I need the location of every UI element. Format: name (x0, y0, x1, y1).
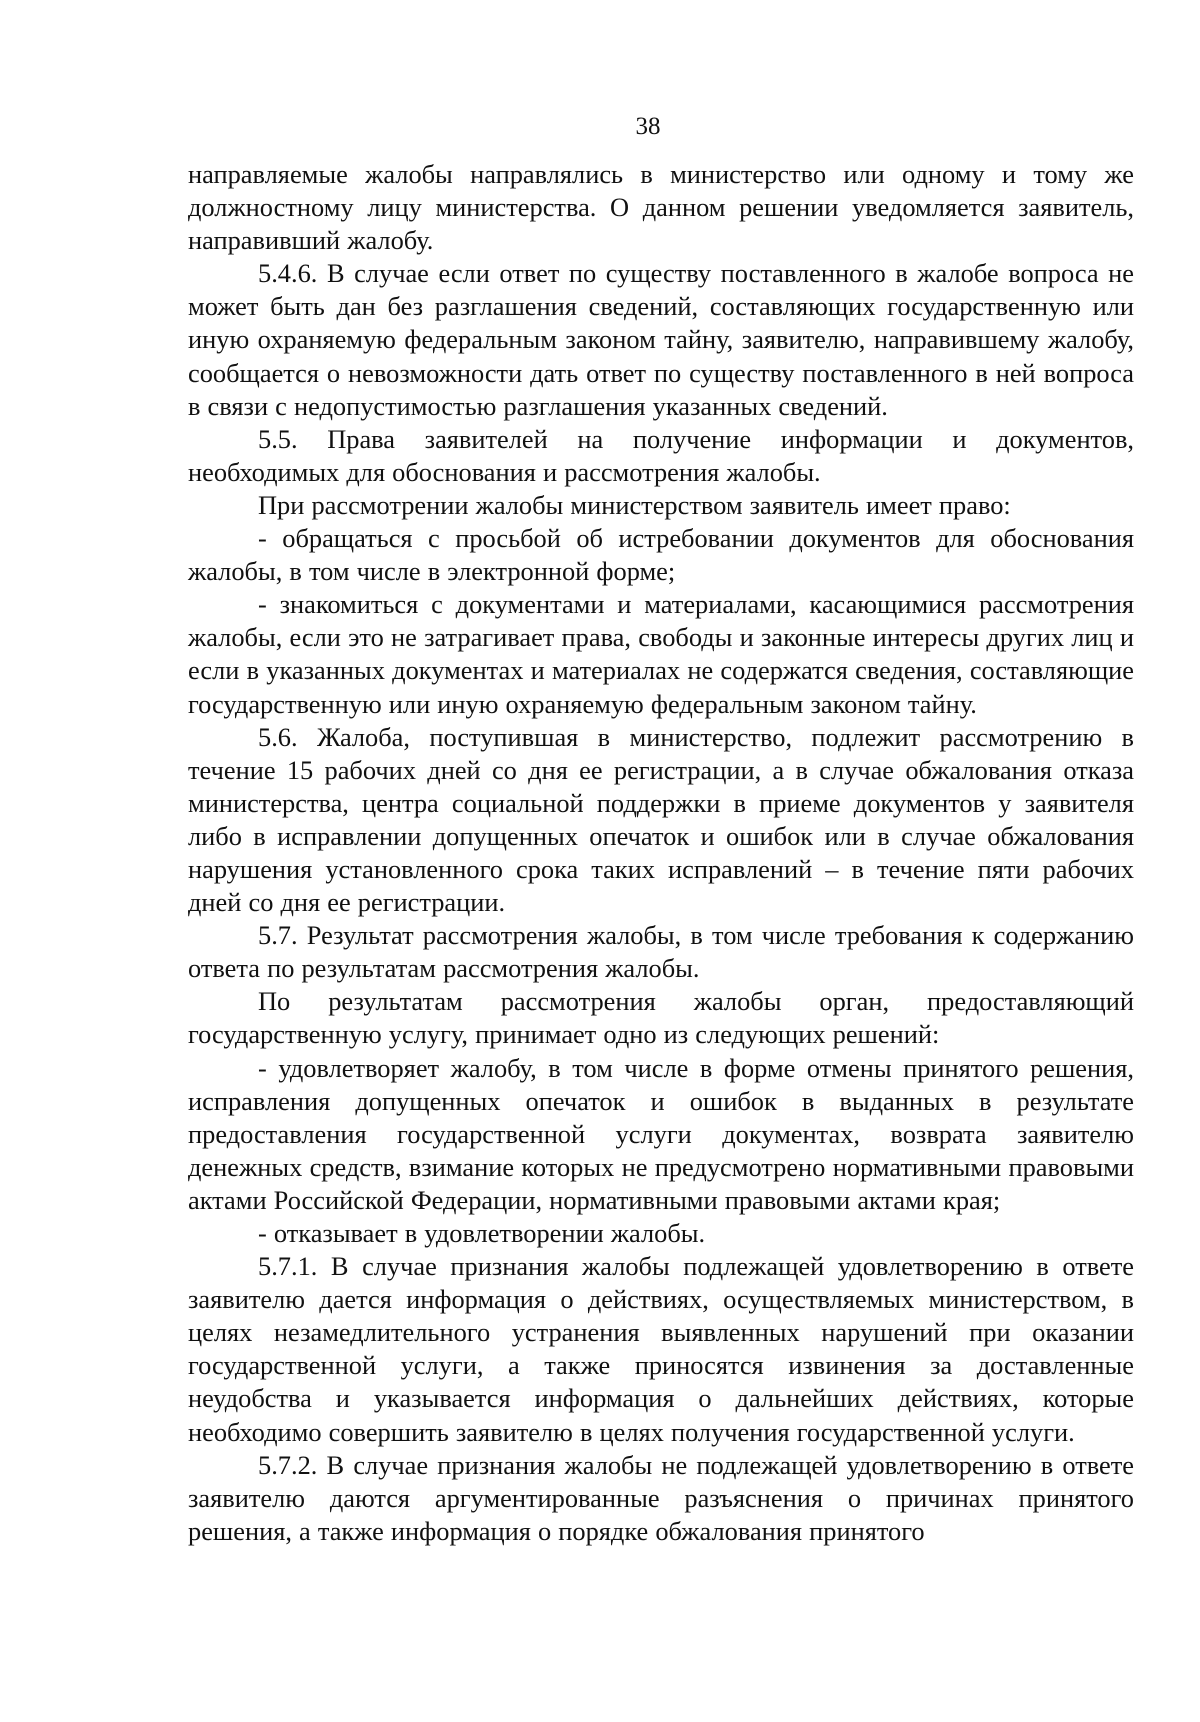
paragraph-decision-satisfy: - удовлетворяет жалобу, в том числе в форме отмены принятого решения, исправления допущенных опечаток и ошибок в выданных в результате предоставления государственной услуги документах, возврата заявителю денежных средств, взимание которых не предусмотрено нормативными правовыми актами Российской Федерации, нормативными правовыми актами края; (188, 1052, 1134, 1215)
paragraph-5-7-2: 5.7.2. В случае признания жалобы не подлежащей удовлетворению в ответе заявителю даются аргументированные разъяснения о причинах принятого решения, а также информация о порядке обжалования принятого (188, 1449, 1134, 1546)
paragraph-decision-refuse: - отказывает в удовлетворении жалобы. (258, 1218, 706, 1248)
paragraph-right-request-documents: - обращаться с просьбой об истребовании документов для обоснования жалобы, в том числе в электронной форме; (188, 523, 1134, 587)
paragraph-rights-intro: При рассмотрении жалобы министерством заявитель имеет право: (258, 489, 1011, 520)
paragraph-5-7-1: 5.7.1. В случае признания жалобы подлежащей удовлетворению в ответе заявителю дается информация о действиях, осуществляемых министерством, в целях незамедлительного устранения выявленных нарушений при оказании государственной услуги, а также приносятся извинения за доставленные неудобства и указывается информация о дальнейших действиях, которые необходимо совершить заявителю в целях получения государственной услуги. (188, 1251, 1134, 1447)
paragraph-5-4-6: 5.4.6. В случае если ответ по существу поставленного в жалобе вопроса не может быть дан без разглашения сведений, составляющих государственную или иную охраняемую федеральным законом тайну, заявителю, направившему жалобу, сообщается о невозможности дать ответ по существу поставленного в ней вопроса в связи с недопустимостью разглашения указанных сведений. (188, 258, 1134, 421)
paragraph-5-7: 5.7. Результат рассмотрения жалобы, в том числе требования к содержанию ответа по результатам рассмотрения жалобы. (188, 920, 1134, 984)
paragraph-5-6: 5.6. Жалоба, поступившая в министерство, подлежит рассмотрению в течение 15 рабочих дней со дня ее регистрации, а в случае обжалования отказа министерства, центра социальной поддержки в приеме документов у заявителя либо в исправлении допущенных опечаток и ошибок или в случае обжалования нарушения установленного срока таких исправлений – в течение пяти рабочих дней со дня ее регистрации. (188, 721, 1134, 918)
document-body (188, 158, 1134, 1548)
paragraph-decisions-intro: По результатам рассмотрения жалобы орган, предоставляющий государственную услугу, принимает одно из следующих решений: (188, 986, 1134, 1050)
paragraph-5-5: 5.5. Права заявителей на получение информации и документов, необходимых для обоснования и рассмотрения жалобы. (188, 423, 1134, 487)
paragraph-continuation: направляемые жалобы направлялись в министерство или одному и тому же должностному лицу министерства. О данном решении уведомляется заявитель, направивший жалобу. (188, 159, 1134, 256)
page-number: 38 (635, 113, 661, 140)
paragraph-right-review-materials: - знакомиться с документами и материалами, касающимися рассмотрения жалобы, если это не затрагивает права, свободы и законные интересы других лиц и если в указанных документах и материалах не содержатся сведения, составляющие государственную или иную охраняемую федеральным законом тайну. (188, 589, 1134, 719)
